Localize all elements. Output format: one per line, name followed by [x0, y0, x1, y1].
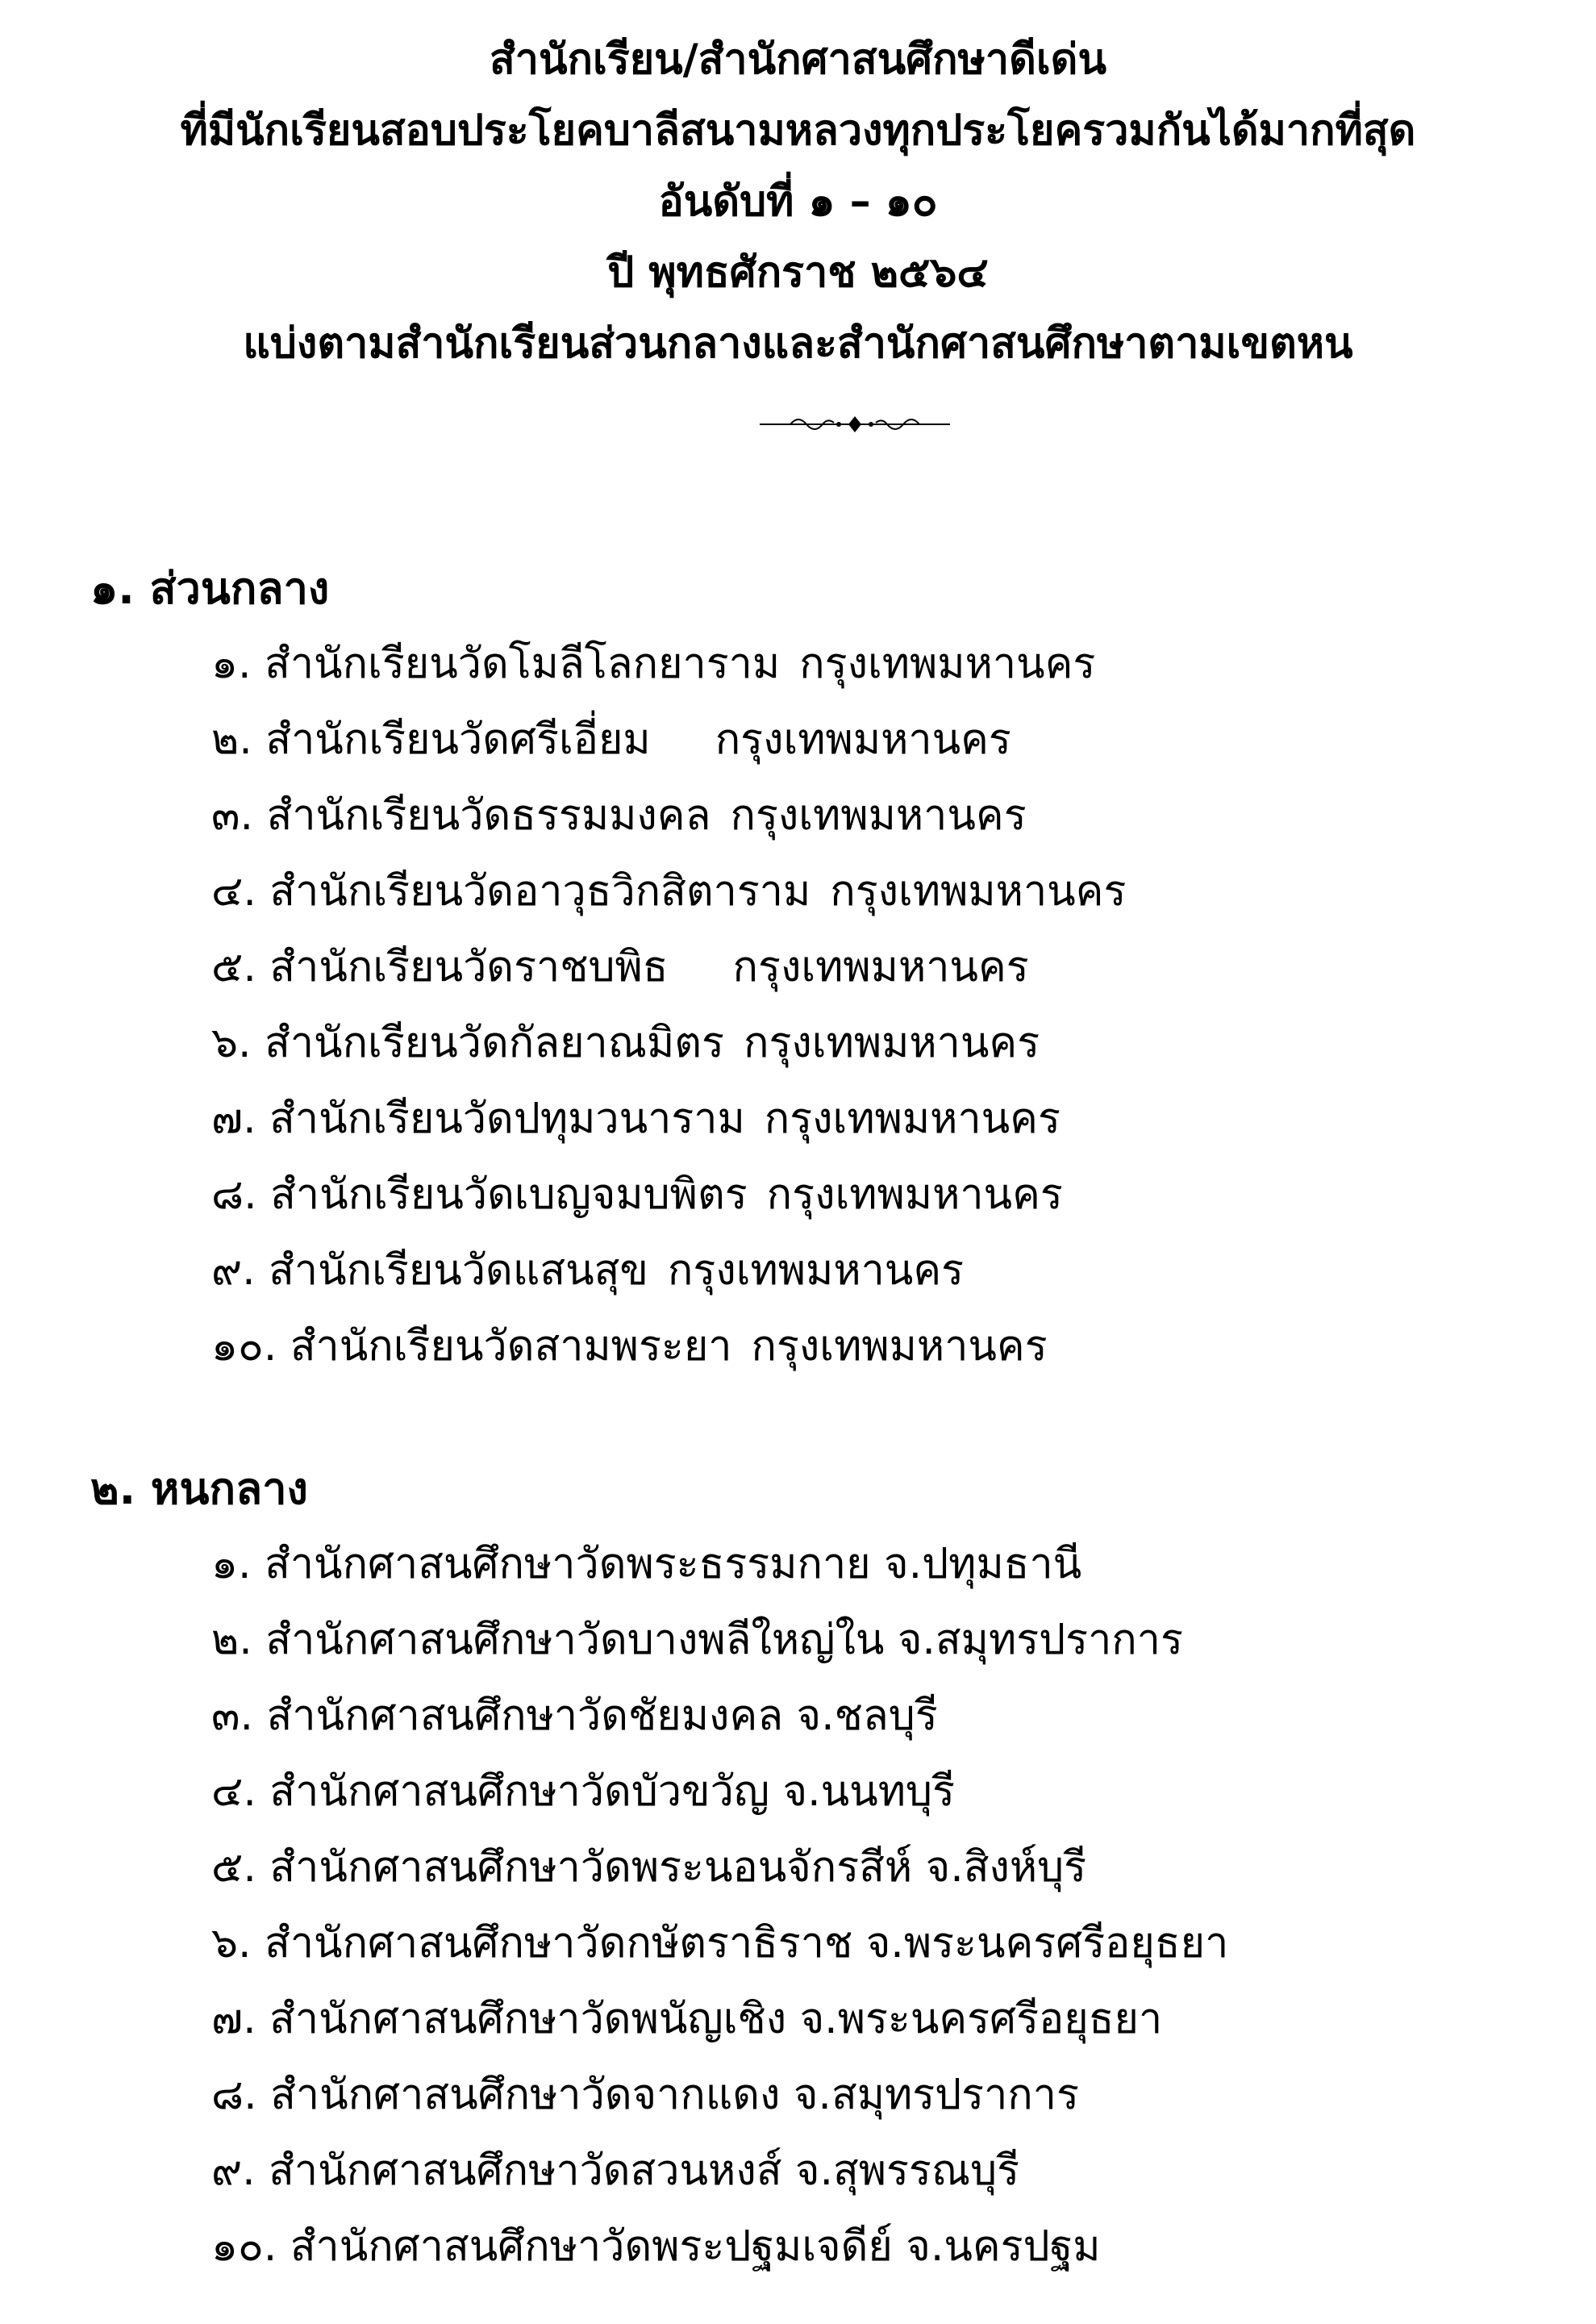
item-location: กรุงเทพมหานคร	[766, 1170, 1063, 1219]
header-year: ปี พุทธศักราช ๒๕๖๔	[607, 248, 989, 297]
item-number: ๑๐.	[211, 2222, 277, 2271]
item-number: ๓.	[211, 791, 254, 840]
item-location: จ.สุพรรณบุรี	[794, 2147, 1020, 2195]
item-number: ๔.	[211, 867, 256, 916]
header-rank-range: อันดับที่ ๑ – ๑๐	[658, 177, 938, 226]
list-item	[211, 1081, 1126, 1157]
list-item	[211, 1602, 1228, 1678]
item-number: ๗.	[211, 1995, 256, 2043]
item-location: จ.พระนครศรีอยุธยา	[799, 1995, 1163, 2043]
list-item	[211, 1678, 1228, 1754]
item-location: กรุงเทพมหานคร	[730, 791, 1027, 840]
item-number: ๓.	[211, 1692, 254, 1740]
item-school: สำนักเรียนวัดอาวุธวิกสิตาราม	[269, 867, 811, 916]
item-school: สำนักเรียนวัดกัลยาณมิตร	[265, 1019, 724, 1067]
item-school: สำนักศาสนศึกษาวัดพนัญเชิง	[269, 1995, 787, 2043]
item-number: ๑.	[211, 640, 252, 688]
item-location: กรุงเทพมหานคร	[715, 716, 1011, 764]
header-title-line-1: สำนักเรียน/สำนักศาสนศึกษาดีเด่น	[490, 35, 1106, 84]
item-location: กรุงเทพมหานคร	[751, 1322, 1048, 1371]
item-location: กรุงเทพมหานคร	[667, 1246, 965, 1295]
list-item	[211, 1157, 1126, 1233]
item-number: ๖.	[211, 1019, 252, 1067]
item-school: สำนักศาสนศึกษาวัดพระปฐมเจดีย์	[290, 2222, 893, 2271]
header-title-line-2: ที่มีนักเรียนสอบประโยคบาลีสนามหลวงทุกประโยครวมกันได้มากที่สุด	[180, 106, 1416, 155]
item-number: ๖.	[211, 1919, 252, 1967]
item-number: ๙.	[211, 2147, 256, 2195]
school-list	[211, 626, 1126, 1384]
item-school: สำนักเรียนวัดปทุมวนาราม	[269, 1095, 745, 1143]
list-item	[211, 929, 1126, 1005]
section-title: ๑. ส่วนกลาง	[90, 563, 330, 614]
item-number: ๗.	[211, 1095, 256, 1143]
list-item	[211, 1754, 1228, 1830]
document-header	[0, 24, 1596, 379]
item-school: สำนักศาสนศึกษาวัดกษัตราธิราช	[265, 1919, 853, 1967]
item-location: จ.นนทบุรี	[782, 1767, 955, 1816]
list-item	[211, 1308, 1126, 1384]
item-location: กรุงเทพมหานคร	[830, 867, 1127, 916]
item-school: สำนักเรียนวัดศรีเอี่ยม	[265, 716, 651, 764]
item-school: สำนักศาสนศึกษาวัดพระธรรมกาย	[265, 1540, 871, 1588]
list-item	[211, 1526, 1228, 1602]
item-school: สำนักศาสนศึกษาวัดจากแดง	[270, 2071, 781, 2119]
header-subtitle: แบ่งตามสำนักเรียนส่วนกลางและสำนักศาสนศึกษาตามเขตหน	[243, 319, 1353, 368]
item-school: สำนักศาสนศึกษาวัดสวนหงส์	[269, 2147, 782, 2195]
item-number: ๕.	[211, 943, 256, 991]
item-school: สำนักศาสนศึกษาวัดบางพลีใหญ่ใน	[265, 1616, 885, 1664]
list-item	[211, 1905, 1228, 1981]
item-location: กรุงเทพมหานคร	[732, 943, 1029, 991]
list-item	[211, 778, 1126, 853]
section-title: ๒. หนกลาง	[90, 1463, 308, 1514]
item-school: สำนักเรียนวัดโมลีโลกยาราม	[265, 640, 781, 688]
item-school: สำนักศาสนศึกษาวัดพระนอนจักรสีห์	[269, 1843, 913, 1892]
item-number: ๘.	[211, 1170, 257, 1219]
item-school: สำนักเรียนวัดสามพระยา	[290, 1322, 732, 1371]
item-location: จ.นครปฐม	[906, 2222, 1101, 2271]
list-item	[211, 853, 1126, 929]
item-school: สำนักเรียนวัดแสนสุข	[269, 1246, 648, 1295]
item-number: ๑.	[211, 1540, 252, 1588]
item-school: สำนักเรียนวัดธรรมมงคล	[266, 791, 711, 840]
item-number: ๙.	[211, 1246, 256, 1295]
item-school: สำนักศาสนศึกษาวัดบัวขวัญ	[269, 1767, 770, 1816]
item-number: ๔.	[211, 1767, 256, 1816]
item-location: จ.ปทุมธานี	[884, 1540, 1082, 1588]
ornament-divider-icon	[758, 410, 952, 439]
item-number: ๕.	[211, 1843, 256, 1892]
item-school: สำนักเรียนวัดเบญจมบพิตร	[270, 1170, 748, 1219]
item-school: สำนักเรียนวัดราชบพิธ	[269, 943, 669, 991]
list-item	[211, 702, 1126, 778]
list-item	[211, 626, 1126, 702]
item-location: จ.สมุทรปราการ	[897, 1616, 1183, 1664]
item-number: ๘.	[211, 2071, 257, 2119]
list-item	[211, 1981, 1228, 2057]
item-location: จ.พระนครศรีอยุธยา	[865, 1919, 1229, 1967]
item-number: ๑๐.	[211, 1322, 277, 1371]
list-item	[211, 2133, 1228, 2209]
item-number: ๒.	[211, 716, 252, 764]
item-location: จ.สมุทรปราการ	[793, 2071, 1079, 2119]
item-school: สำนักศาสนศึกษาวัดชัยมงคล	[266, 1692, 784, 1740]
list-item	[211, 1005, 1126, 1081]
school-list	[211, 1526, 1228, 2284]
list-item	[211, 2057, 1228, 2133]
item-location: กรุงเทพมหานคร	[743, 1019, 1040, 1067]
item-location: กรุงเทพมหานคร	[799, 640, 1096, 688]
item-number: ๒.	[211, 1616, 252, 1664]
list-item	[211, 2209, 1228, 2284]
item-location: จ.ชลบุรี	[796, 1692, 938, 1740]
item-location: จ.สิงห์บุรี	[925, 1843, 1087, 1892]
list-item	[211, 1233, 1126, 1308]
item-location: กรุงเทพมหานคร	[764, 1095, 1061, 1143]
list-item	[211, 1830, 1228, 1905]
